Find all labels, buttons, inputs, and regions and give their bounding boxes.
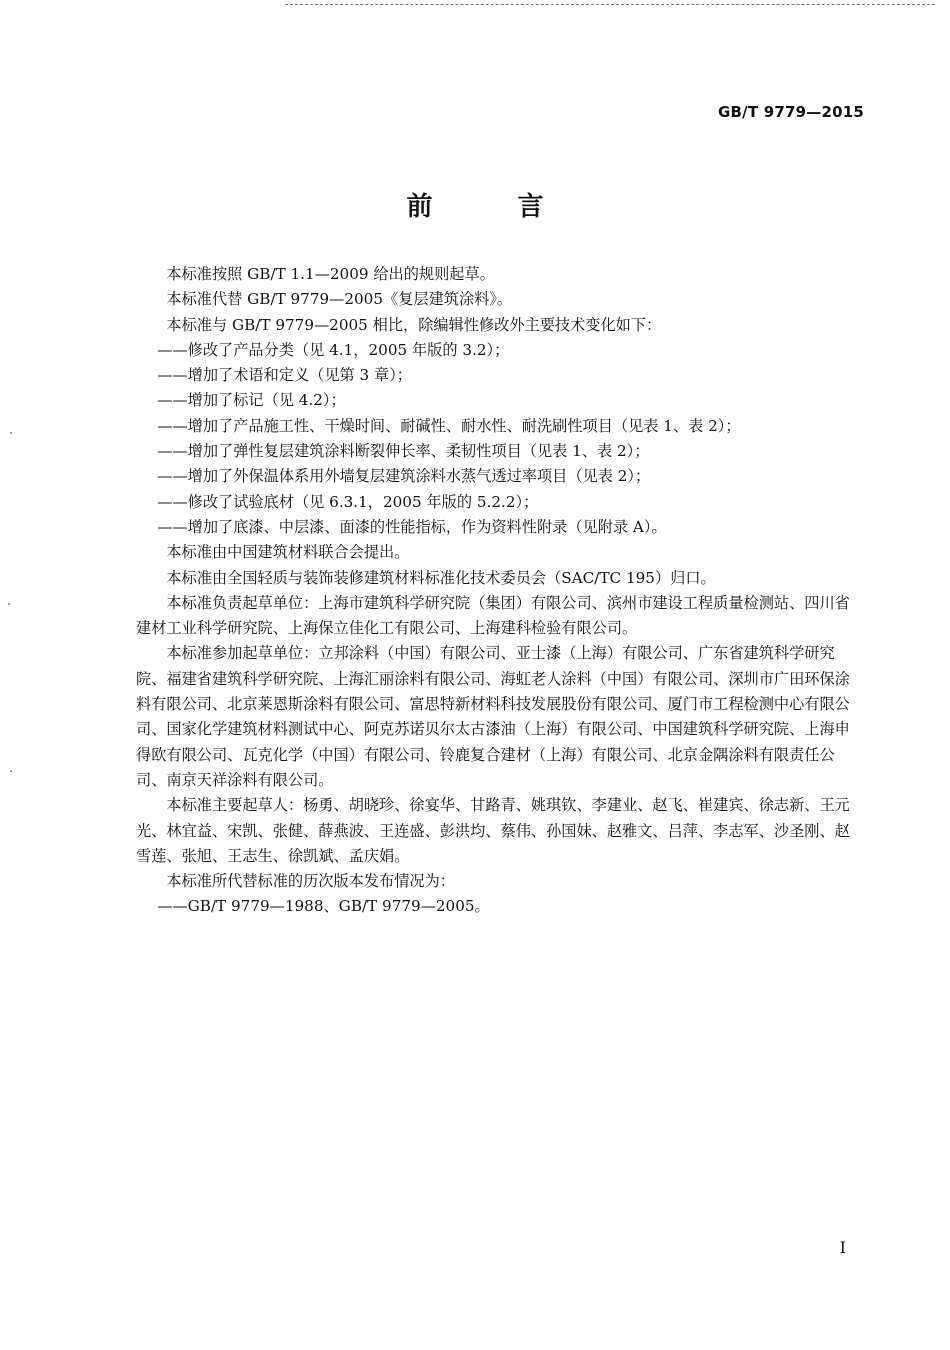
paragraph-history-intro: 本标准所代替标准的历次版本发布情况为： [166,872,455,891]
paragraph-main-drafters: 本标准主要起草人：杨勇、胡晓珍、徐宴华、甘路青、姚琪钦、李建业、赵飞、崔建宾、徐志新、王元光、林宜益、宋凯、张健、薛燕波、王连盛、彭洪均、蔡伟、孙国妹、赵雅文、吕萍、李志军、沙圣刚、赵雪莲、张旭、王志生、徐凯斌、孟庆娟。 [136,796,850,865]
change-item: ——增加了底漆、中层漆、面漆的性能指标，作为资料性附录（见附录 A）。 [157,517,667,536]
paragraph-centralized-by: 本标准由全国轻质与装饰装修建筑材料标准化技术委员会（SAC/TC 195）归口。 [166,568,716,587]
history-item: ——GB/T 9779—1988、GB/T 9779—2005。 [157,897,490,916]
top-border-rule [285,4,935,5]
change-item: ——增加了产品施工性、干燥时间、耐碱性、耐水性、耐洗刷性项目（见表 1、表 2）； [157,416,741,435]
page-title: 前 言 [406,192,582,222]
foreword-body [136,262,864,920]
scan-speck [8,603,10,605]
change-item: ——增加了术语和定义（见第 3 章）； [157,366,412,385]
paragraph-drafting-rules: 本标准按照 GB/T 1.1—2009 给出的规则起草。 [166,265,495,283]
change-item: ——修改了试验底材（见 6.3.1，2005 年版的 5.2.2）； [157,492,539,511]
paragraph-replaces: 本标准代替 GB/T 9779—2005《复层建筑涂料》。 [166,290,513,309]
change-item: ——修改了产品分类（见 4.1，2005 年版的 3.2）； [157,340,510,359]
change-item: ——增加了外保温体系用外墙复层建筑涂料水蒸气透过率项目（见表 2）； [157,467,651,486]
scan-speck [10,770,12,772]
scan-speck [10,432,12,434]
paragraph-responsible-drafters: 本标准负责起草单位：上海市建筑科学研究院（集团）有限公司、滨州市建设工程质量检测站、四川省建材工业科学研究院、上海保立佳化工有限公司、上海建科检验有限公司。 [136,593,850,638]
change-item: ——增加了标记（见 4.2）； [157,391,346,410]
paragraph-proposed-by: 本标准由中国建筑材料联合会提出。 [166,543,410,562]
change-item: ——增加了弹性复层建筑涂料断裂伸长率、柔韧性项目（见表 1、表 2）； [157,442,650,461]
paragraph-changes-intro: 本标准与 GB/T 9779—2005 相比，除编辑性修改外主要技术变化如下： [166,315,662,334]
paragraph-participating-drafters: 本标准参加起草单位：立邦涂料（中国）有限公司、亚士漆（上海）有限公司、广东省建筑科学研究院、福建省建筑科学研究院、上海汇丽涂料有限公司、海虹老人涂料（中国）有限公司、深圳市广田环保涂料有限公司、北京莱恩斯涂料有限公司、富思特新材料科技发展股份有限公司、厦门市工程检测中心有限公司、国家化学建筑材料测试中心、阿克苏诺贝尔太古漆油（上海）有限公司、中国建筑科学研究院、上海申得欧有限公司、瓦克化学（中国）有限公司、铃鹿复合建材（上海）有限公司、北京金隅涂料有限责任公司、南京天祥涂料有限公司。 [136,644,850,789]
standard-code: GB/T 9779—2015 [718,103,864,121]
page-number: I [839,1238,846,1257]
